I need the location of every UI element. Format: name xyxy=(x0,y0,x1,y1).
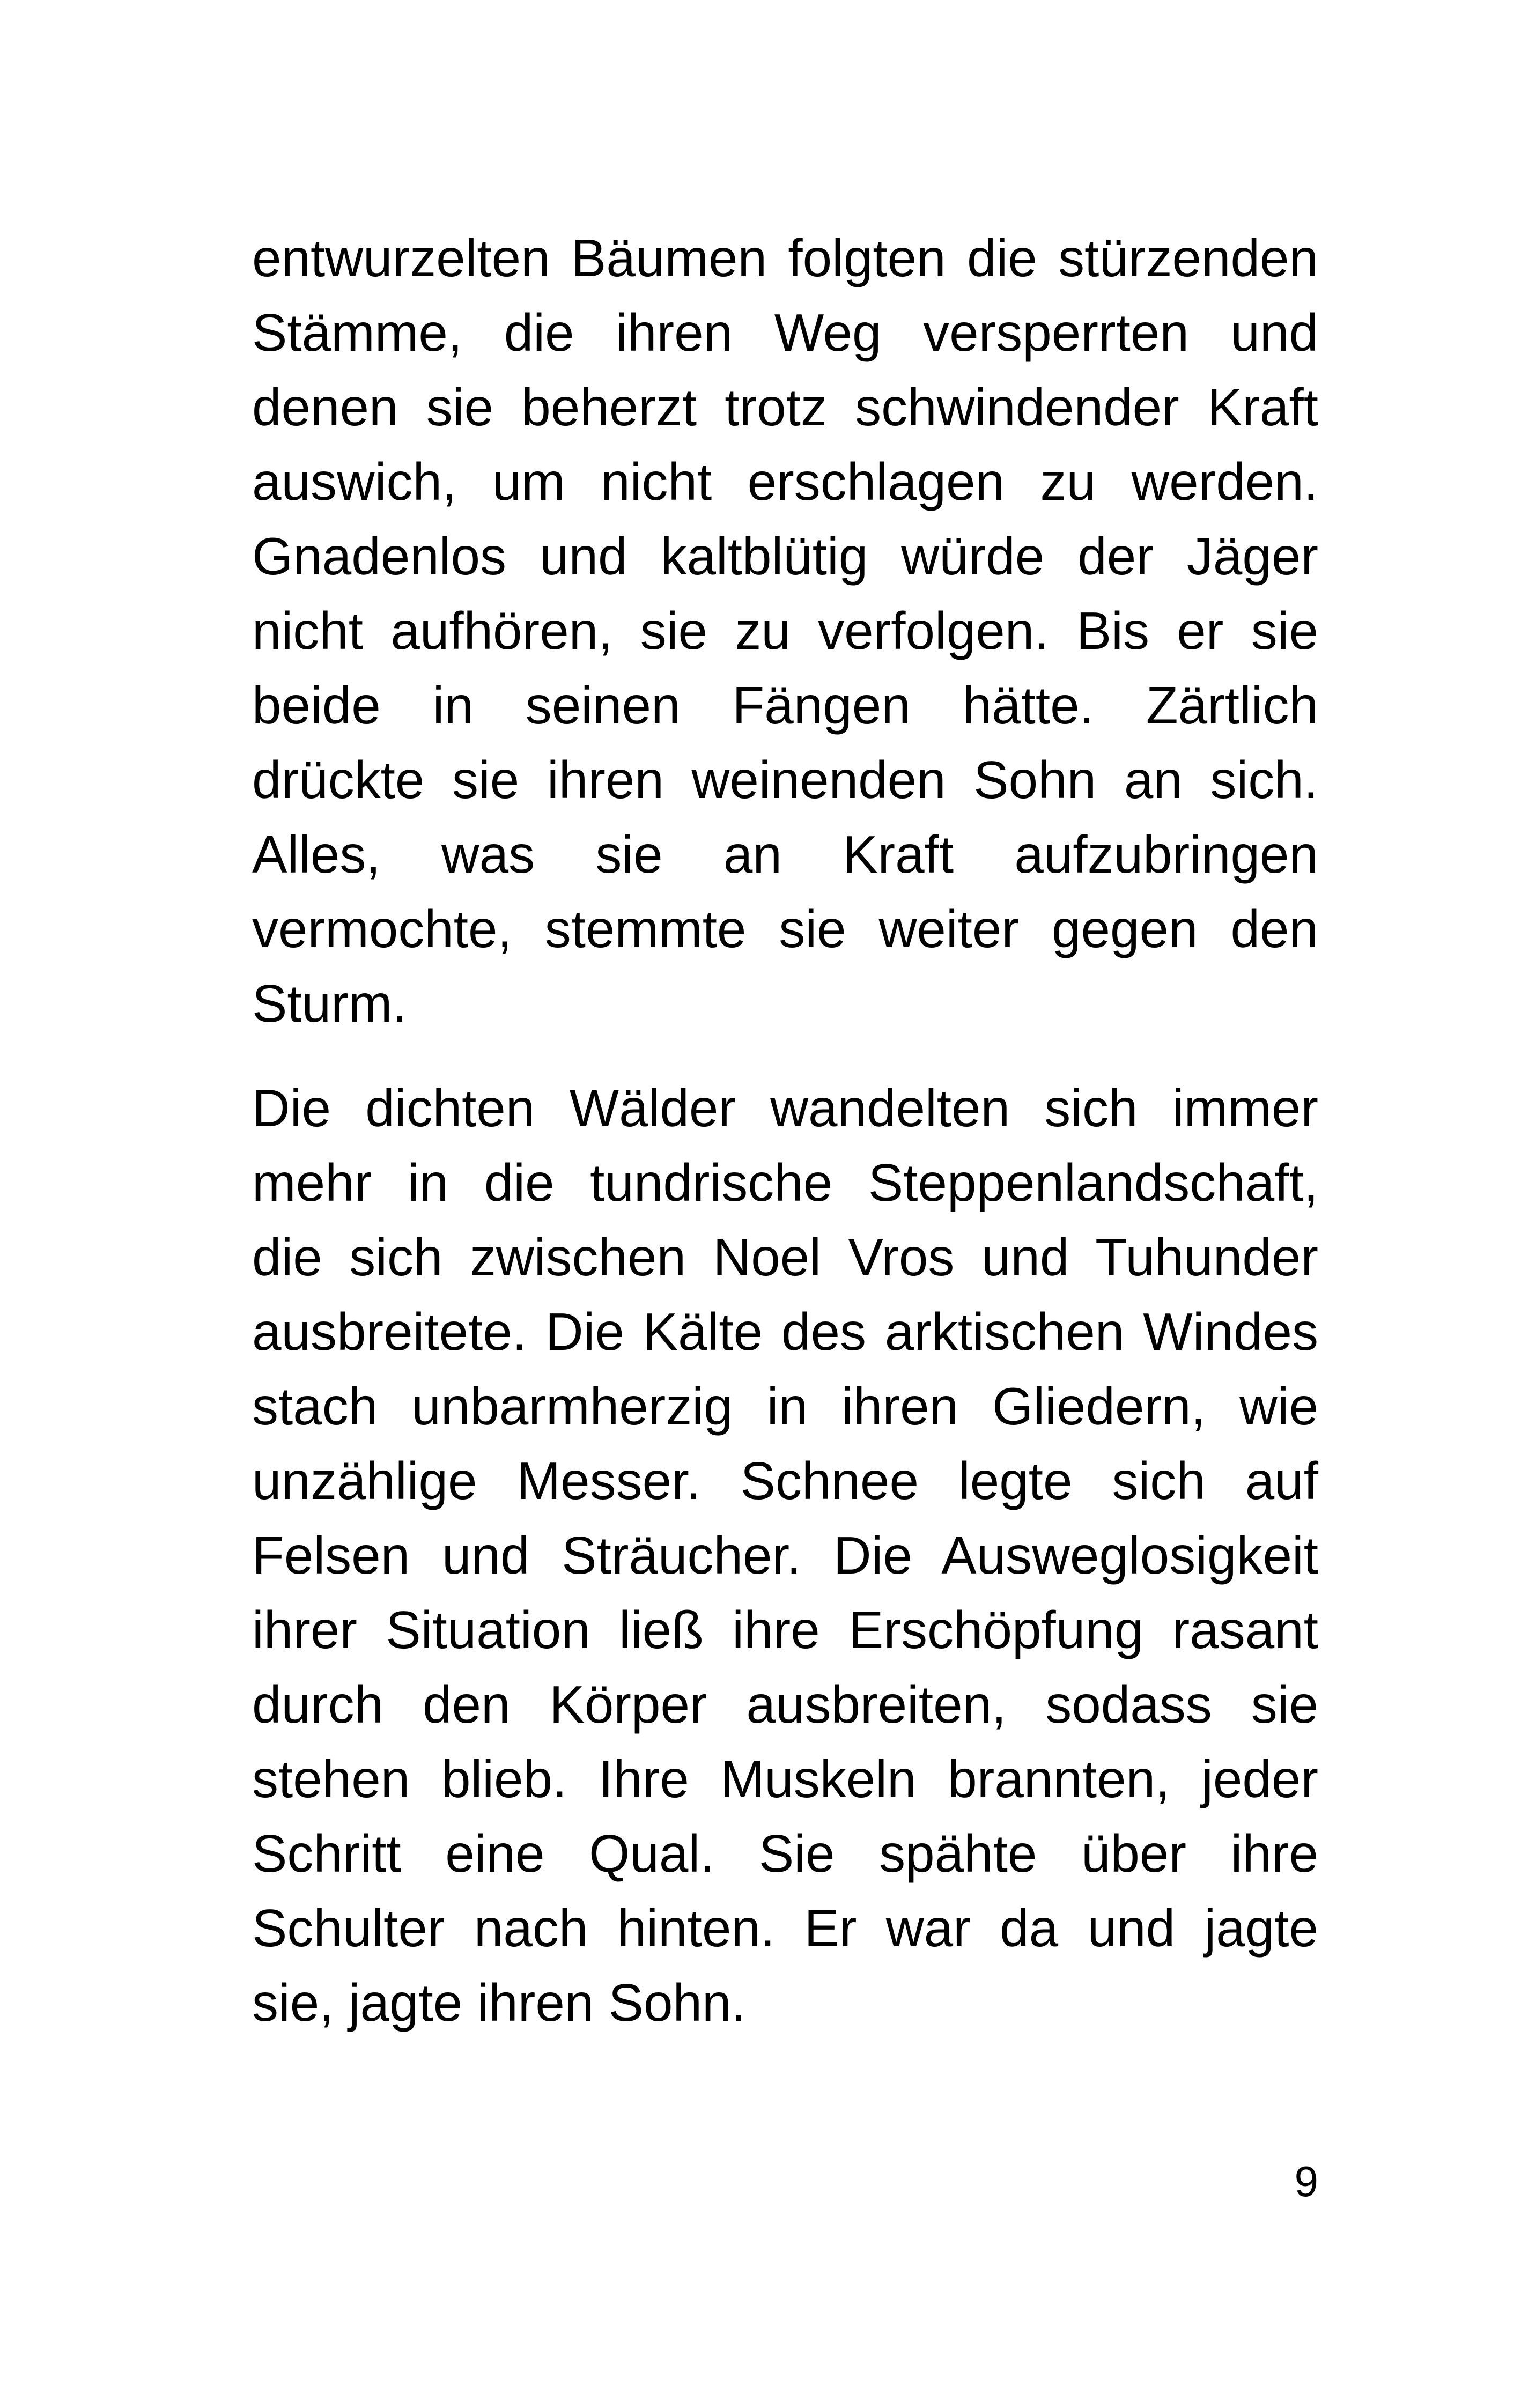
text-line: vermochte, stemmte sie weiter gegen den xyxy=(252,899,1318,958)
text-line: die sich zwischen Noel Vros und Tuhunder xyxy=(252,1228,1318,1287)
text-line: Gnadenlos und kaltblütig würde der Jäger xyxy=(252,527,1318,586)
text-line: Schulter nach hinten. Er war da und jagte xyxy=(252,1899,1318,1958)
text-line: stehen blieb. Ihre Muskeln brannten, jeder xyxy=(252,1749,1318,1808)
text-line: ausbreitete. Die Kälte des arktischen Windes xyxy=(252,1302,1318,1361)
text-line: durch den Körper ausbreiten, sodass sie xyxy=(252,1675,1318,1734)
text-line: beide in seinen Fängen hätte. Zärtlich xyxy=(252,676,1318,735)
text-line: ihrer Situation ließ ihre Erschöpfung rasant xyxy=(252,1600,1318,1659)
text-line: sie, jagte ihren Sohn. xyxy=(252,1973,746,2032)
text-line: nicht aufhören, sie zu verfolgen. Bis er sie xyxy=(252,601,1318,660)
text-line: entwurzelten Bäumen folgten die stürzenden xyxy=(252,228,1318,287)
page-number: 9 xyxy=(1294,2158,1318,2205)
text-line: Stämme, die ihren Weg versperrten und xyxy=(252,303,1318,362)
text-line: unzählige Messer. Schnee legte sich auf xyxy=(252,1451,1318,1510)
paragraph xyxy=(252,221,1318,1041)
text-line: Sturm. xyxy=(252,974,407,1033)
text-line: denen sie beherzt trotz schwindender Kraft xyxy=(252,378,1318,437)
paragraph xyxy=(252,1071,1318,2040)
text-line: Felsen und Sträucher. Die Ausweglosigkeit xyxy=(252,1526,1318,1585)
text-line: Die dichten Wälder wandelten sich immer xyxy=(252,1079,1318,1137)
text-line: Schritt eine Qual. Sie spähte über ihre xyxy=(252,1824,1318,1883)
text-line: Alles, was sie an Kraft aufzubringen xyxy=(252,825,1318,884)
text-line: auswich, um nicht erschlagen zu werden. xyxy=(252,452,1318,511)
text-line: mehr in die tundrische Steppenlandschaft, xyxy=(252,1153,1318,1212)
text-line: stach unbarmherzig in ihren Gliedern, wie xyxy=(252,1377,1318,1436)
text-line: drückte sie ihren weinenden Sohn an sich. xyxy=(252,750,1318,809)
